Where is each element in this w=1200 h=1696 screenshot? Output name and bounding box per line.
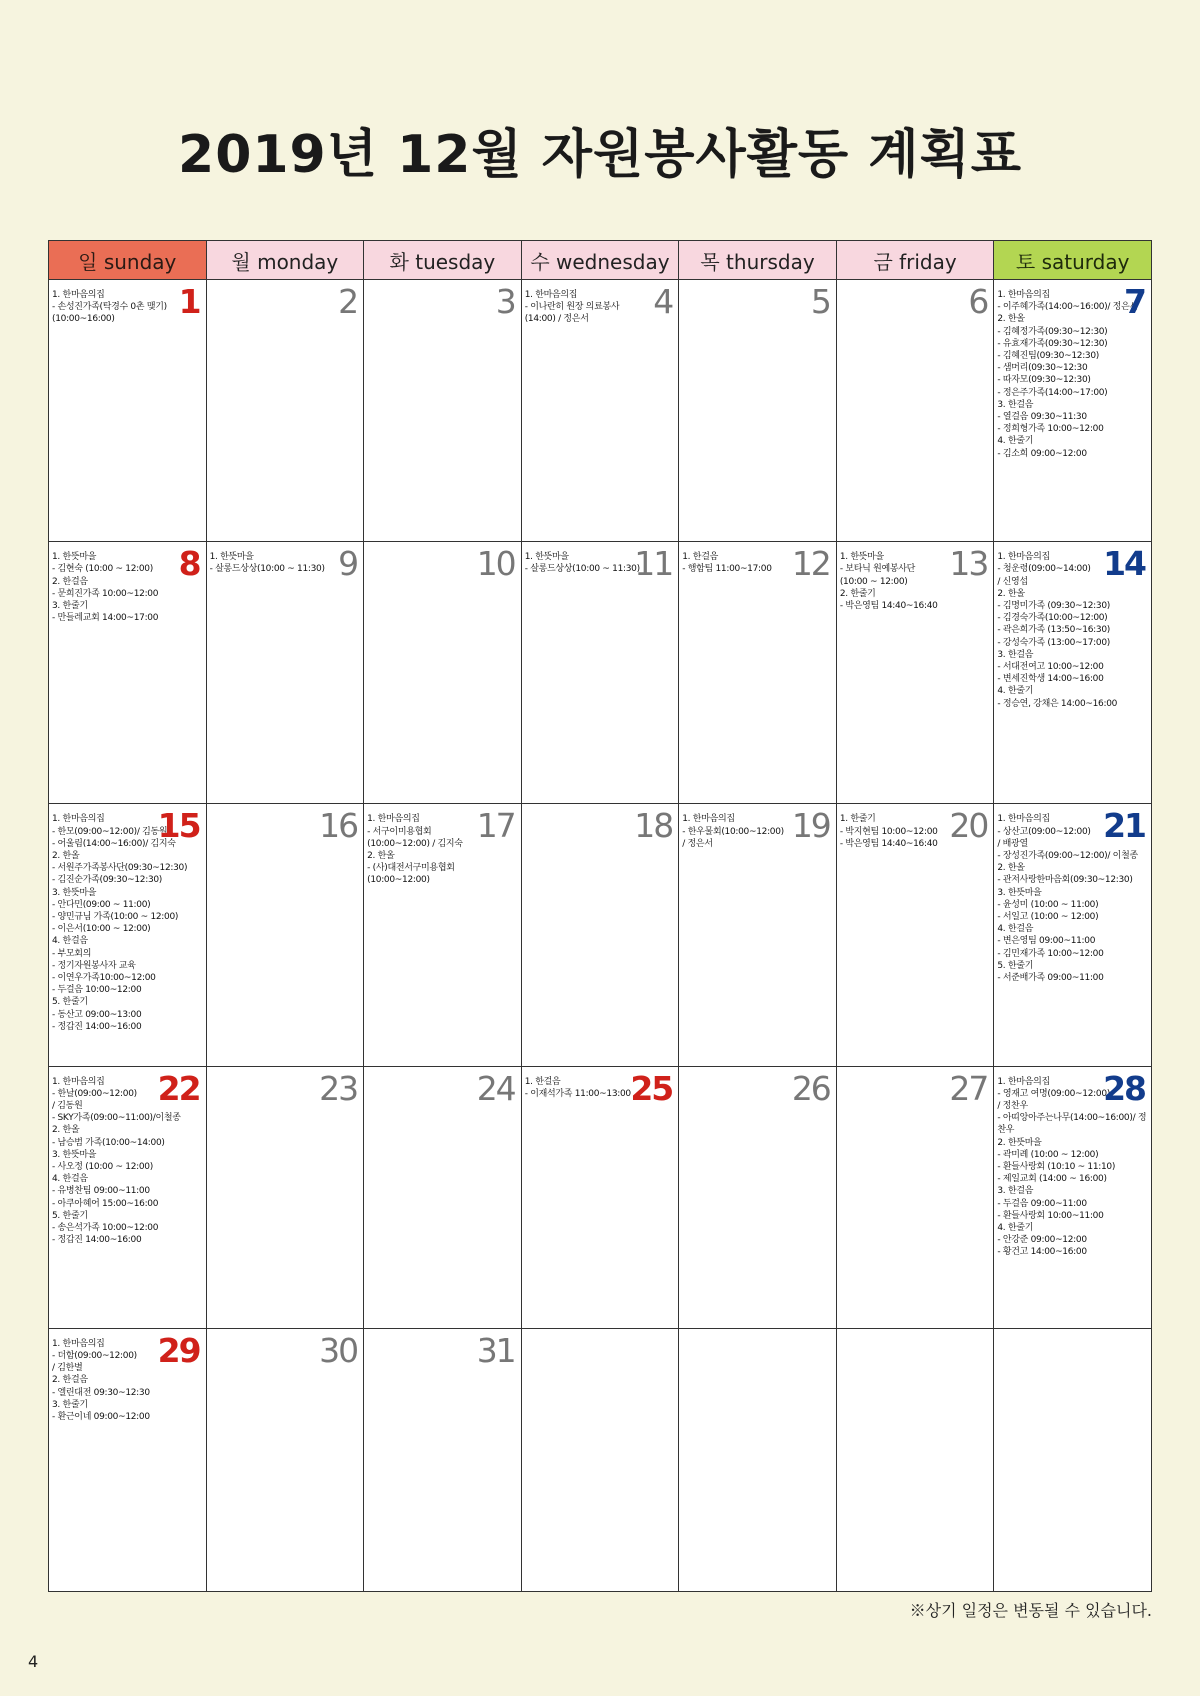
calendar-day-cell [521,542,679,804]
day-number: 20 [949,806,988,846]
day-events: 1. 한뜻마을 - 보타닉 원예봉사단 (10:00 ~ 12:00) 2. 한줄기 - 박은영팀 14:40~16:40 [839,552,938,611]
calendar-day-cell [364,804,522,1066]
day-events: 1. 한뜻마을 - 살롱드상상(10:00 ~ 11:30) [524,552,640,575]
day-number: 11 [634,544,673,584]
day-events: 1. 한뜻마을 - 김현숙 (10:00 ~ 12:00) 2. 한걸음 - 문희진가족 10:00~12:00 3. 한줄기 - 만들레교회 14:00~17:00 [52,552,159,624]
calendar-day-cell [206,1328,364,1591]
calendar-day-cell [994,280,1152,542]
calendar-day-cell [364,1328,522,1591]
day-number: 14 [1103,544,1145,584]
header-friday: 금 friday [836,241,994,280]
day-events: 1. 한마음의집 - 영재고 여명(09:00~12:00) / 정찬우 - 아띠앙아주는나무(14:00~16:00)/ 정찬우 2. 한뜻마을 - 곽미례 (10:00 ~ 12:00) - 환들사랑회 (10:10 ~ 11:10) - 제일교회 (14:00 ~ 16:00) 3. 한걸음 - 두걸음 09:00~11:00 - 환들사랑회 10:00~11:00 4. 한줄기 - 안강준 09:00~12:00 - 황건고 14:00~16:00 [997,1076,1147,1258]
calendar-day-cell [364,280,522,542]
calendar-day-cell [994,804,1152,1066]
calendar-day-cell [521,1066,679,1328]
day-number: 31 [476,1330,515,1370]
calendar-day-cell [49,1328,207,1591]
calendar-day-cell [49,542,207,804]
day-number: 28 [1103,1068,1145,1108]
calendar-day-cell [679,1328,837,1591]
day-number: 5 [810,282,830,321]
day-number: 24 [476,1068,515,1108]
calendar-day-cell [836,542,994,804]
day-events: 1. 한마음의집 - 한모(09:00~12:00)/ 김동원 - 어울림(14:00~16:00)/ 김지숙 2. 한올 - 서원주가족봉사단(09:30~12:30) - 김진순가족(09:30~12:30) 3. 한뜻마을 - 안다민(09:00 ~ 11:00) - 양민규님 가족(10:00 ~ 12:00) - 이은서(10:00 ~ 12:00) 4. 한걸음 - 부모회의 - 정기자원봉사자 교육 - 이연우가족10:00~12:00 - 두걸음 10:00~12:00 5. 한줄기 - 동산고 09:00~13:00 - 정갑진 14:00~16:00 [52,814,188,1032]
calendar-day-cell [206,804,364,1066]
day-events: 1. 한마음의집 - 이나란히 원장 의료봉사 (14:00) / 정은서 [524,290,620,325]
day-number: 19 [791,806,830,846]
day-number: 12 [791,544,830,584]
calendar-week-row [49,1066,1152,1328]
day-events: 1. 한마음의집 - 상산고(09:00~12:00) / 배광열 - 장성진가족(09:00~12:00)/ 이철종 2. 한올 - 관저사랑한마음회(09:30~12:30) 3. 한뜻마을 - 윤성미 (10:00 ~ 11:00) - 서일고 (10:00 ~ 12:00) 4. 한걸음 - 변은영팀 09:00~11:00 - 김민재가족 10:00~12:00 5. 한줄기 - 서준배가족 09:00~11:00 [997,814,1138,984]
calendar-day-cell [836,280,994,542]
calendar-day-cell [49,280,207,542]
day-events: 1. 한마음의집 - 청운령(09:00~14:00) / 신영섭 2. 한올 - 김명미가족 (09:30~12:30) - 김경숙가족(10:00~12:00) - 곽은희가족 (13:50~16:30) - 강성숙가족 (13:00~17:00) 3. 한걸음 - 서대전여고 10:00~12:00 - 변세진학생 14:00~16:00 4. 한줄기 - 정승연, 강채은 14:00~16:00 [997,552,1118,709]
calendar-day-cell [364,542,522,804]
header-wednesday: 수 wednesday [521,241,679,280]
day-events: 1. 한마음의집 - 한우물회(10:00~12:00) / 정은서 [682,814,784,849]
calendar-day-cell [679,1066,837,1328]
day-number: 17 [476,806,515,846]
day-events: 1. 한걸음 - 이재석가족 11:00~13:00 [524,1076,631,1099]
weekday-header-row [49,241,1152,280]
calendar-day-cell [994,1328,1152,1591]
calendar-day-cell [994,1066,1152,1328]
calendar-week-row [49,804,1152,1066]
day-events: 1. 한마음의집 - 더함(09:00~12:00) / 김한별 2. 한걸음 - 엘린대전 09:30~12:30 3. 한줄기 - 환근이네 09:00~12:00 [52,1338,150,1422]
day-events: 1. 한줄기 - 박지현팀 10:00~12:00 - 박은영팀 14:40~16:40 [839,814,938,849]
schedule-change-note: ※상기 일정은 변동될 수 있습니다. [909,1601,1152,1620]
day-number: 6 [968,282,988,321]
calendar-table [48,240,1152,1592]
day-number: 27 [949,1068,988,1108]
calendar-day-cell [994,542,1152,804]
calendar-day-cell [206,1066,364,1328]
day-number: 9 [338,544,358,584]
calendar-day-cell [679,542,837,804]
day-number: 4 [653,282,673,321]
day-number: 30 [319,1330,358,1370]
day-number: 23 [319,1068,358,1108]
day-events: 1. 한걸음 - 행함팀 11:00~17:00 [682,552,772,575]
calendar-day-cell [364,1066,522,1328]
day-events: 1. 한뜻마을 - 살롱드상상(10:00 ~ 11:30) [209,552,325,575]
header-monday: 월 monday [206,241,364,280]
page-number: 4 [28,1652,39,1671]
day-number: 15 [157,806,200,846]
day-number: 3 [495,282,515,321]
calendar-day-cell [836,804,994,1066]
day-number: 26 [791,1068,830,1108]
day-number: 13 [949,544,988,584]
calendar-day-cell [836,1328,994,1591]
calendar-day-cell [521,1328,679,1591]
day-events: 1. 한마음의집 - 한날(09:00~12:00) / 김동원 - SKY가족(09:00~11:00)/이철종 2. 한올 - 남승범 가족(10:00~14:00) 3. 한뜻마을 - 사오정 (10:00 ~ 12:00) 4. 한걸음 - 유병찬팀 09:00~11:00 - 아쿠아혜어 15:00~16:00 5. 한줄기 - 송은석가족 10:00~12:00 - 정갑진 14:00~16:00 [52,1076,181,1246]
header-saturday: 토 saturday [994,241,1152,280]
calendar-day-cell [206,542,364,804]
day-number: 16 [319,806,358,846]
day-number: 10 [476,544,515,584]
calendar-week-row [49,280,1152,542]
day-number: 29 [157,1330,200,1370]
day-number: 7 [1124,282,1145,321]
calendar-day-cell [836,1066,994,1328]
calendar-day-cell [49,1066,207,1328]
day-number: 8 [178,544,200,584]
calendar-day-cell [49,804,207,1066]
day-events: 1. 한마음의집 - 손성진가족(탁경수 0촌 맺기) (10:00~16:00) [52,290,167,325]
day-number: 25 [630,1068,673,1108]
header-sunday: 일 sunday [49,241,207,280]
header-tuesday: 화 tuesday [364,241,522,280]
calendar-day-cell [521,804,679,1066]
header-thursday: 목 thursday [679,241,837,280]
day-number: 1 [178,282,200,321]
calendar-day-cell [521,280,679,542]
day-number: 18 [634,806,673,846]
day-number: 22 [157,1068,200,1108]
calendar-day-cell [206,280,364,542]
calendar-day-cell [679,280,837,542]
day-number: 2 [338,282,358,321]
calendar-week-row [49,1328,1152,1591]
day-events: 1. 한마음의집 - 서구이미용협회 (10:00~12:00) / 김지숙 2. 한올 - (사)대전서구미용협회 (10:00~12:00) [367,814,463,886]
day-events: 1. 한마음의집 - 이주혜가족(14:00~16:00)/ 정은서 2. 한올 - 김혜정가족(09:30~12:30) - 유효재가족(09:30~12:30) - 김혜진팀(09:30~12:30) - 샘머리(09:30~12:30 - 따자모(09:30~12:30) - 정은주가족(14:00~17:00) 3. 한걸음 - 열걸음 09:30~11:30 - 정희형가족 10:00~12:00 4. 한줄기 - 김소희 09:00~12:00 [997,290,1138,459]
page-title: 2019년 12월 자원봉사활동 계획표 [178,125,1022,185]
calendar-week-row [49,542,1152,804]
calendar-day-cell [679,804,837,1066]
day-number: 21 [1103,806,1145,846]
